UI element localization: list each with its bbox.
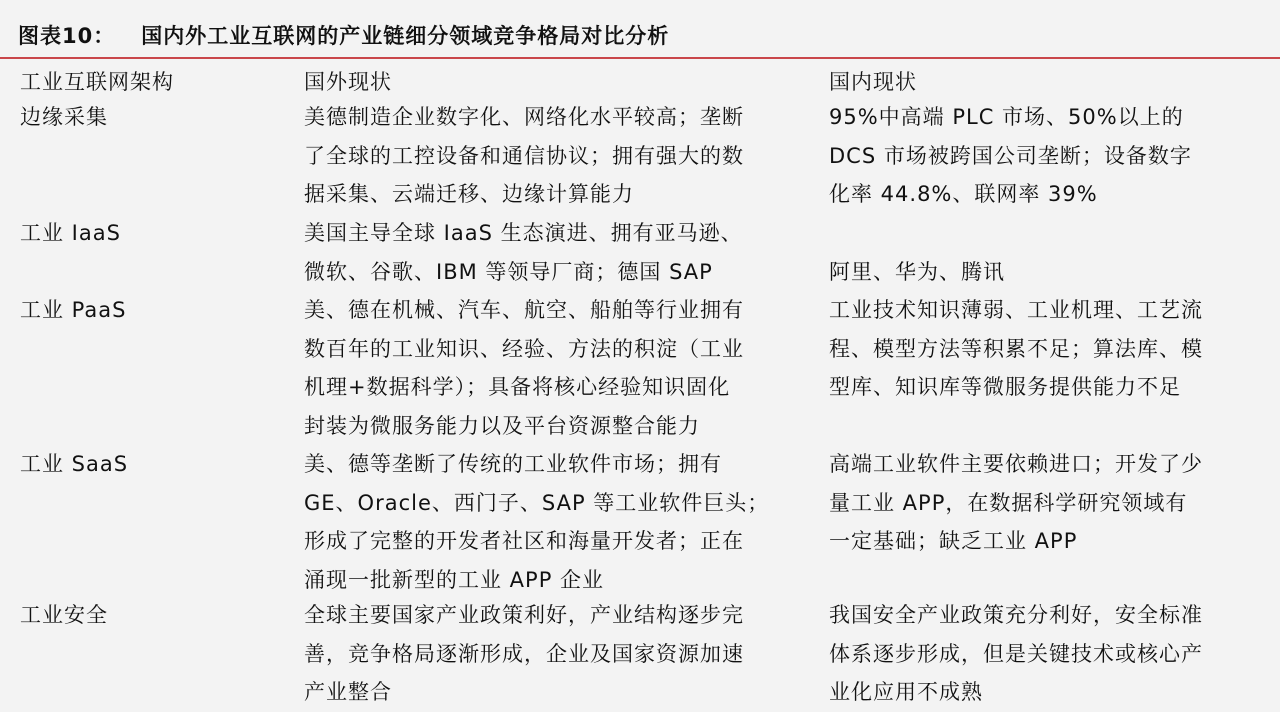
row-architecture: 工业 SaaS <box>20 452 129 476</box>
row-domestic-status: 工业技术知识薄弱、工业机理、工艺流 程、模型方法等积累不足；算法库、模 型库、知识库等微服务提供能力不足 <box>829 298 1203 400</box>
row-foreign-status: 美德制造企业数字化、网络化水平较高；垄断 了全球的工控设备和通信协议；拥有强大的数 据采集、云端迁移、边缘计算能力 <box>304 105 744 207</box>
row-domestic-status: 阿里、华为、腾讯 <box>829 259 1005 284</box>
row-architecture: 工业 IaaS <box>20 221 121 245</box>
row-domestic-status: 我国安全产业政策充分利好，安全标准 体系逐步形成，但是关键技术或核心产 业化应用不成熟 <box>829 603 1203 705</box>
row-domestic-status: 高端工业软件主要依赖进口；开发了少 量工业 APP，在数据科学研究领域有 一定基础；缺乏工业 APP <box>829 452 1203 554</box>
row-foreign-status: 美国主导全球 IaaS 生态演进、拥有亚马逊、 微软、谷歌、IBM 等领导厂商；德国 SAP <box>304 221 743 284</box>
title-divider <box>0 57 1280 59</box>
row-domestic-status: 95%中高端 PLC 市场、50%以上的 DCS 市场被跨国公司垄断；设备数字 化率 44.8%、联网率 39% <box>829 105 1192 207</box>
row-architecture: 工业安全 <box>20 603 108 627</box>
row-foreign-status: 美、德等垄断了传统的工业软件市场；拥有 GE、Oracle、西门子、SAP 等工业软件巨头； 形成了完整的开发者社区和海量开发者；正在 涌现一批新型的工业 APP 企业 <box>304 452 770 592</box>
header-architecture: 工业互联网架构 <box>20 70 174 94</box>
row-foreign-status: 美、德在机械、汽车、航空、船舶等行业拥有 数百年的工业知识、经验、方法的积淀（工业 机理+数据科学）；具备将核心经验知识固化 封装为微服务能力以及平台资源整合能力 <box>304 298 744 438</box>
figure-caption: 国内外工业互联网的产业链细分领域竞争格局对比分析 <box>141 24 670 48</box>
row-foreign-status: 全球主要国家产业政策利好，产业结构逐步完 善，竞争格局逐渐形成，企业及国家资源加速 产业整合 <box>304 603 744 705</box>
row-architecture: 边缘采集 <box>20 105 108 129</box>
figure-title <box>18 20 669 50</box>
header-domestic-status: 国内现状 <box>829 70 917 94</box>
row-architecture: 工业 PaaS <box>20 298 127 322</box>
figure-number: 图表10： <box>18 24 116 48</box>
header-foreign-status: 国外现状 <box>304 70 392 94</box>
